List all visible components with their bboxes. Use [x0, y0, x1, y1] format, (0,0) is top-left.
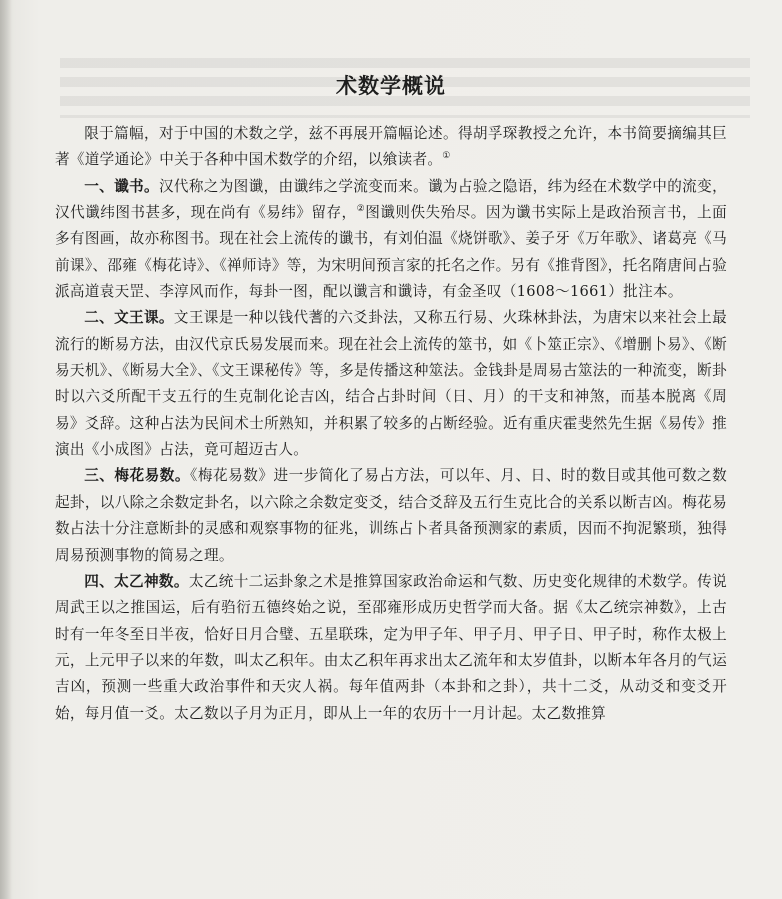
- section-paragraph: [55, 569, 727, 727]
- page-title: 术数学概说: [336, 74, 446, 98]
- section-text: 太乙统十二运卦象之术是推算国家政治命运和气数、历史变化规律的术数学。传说周武王以之推国运，后有驺衍五德终始之说，至邵雍形成历史哲学而大备。据《太乙统宗神数》，上古时有一年冬至日半夜，恰好日月合璧、五星联珠，定为甲子年、甲子月、甲子日、甲子时，称作太极上元，上元甲子以来的年数，叫太乙积年。由太乙积年再求出太乙流年和太岁值卦，以断本年各月的气运吉凶，预测一些重大政治事件和天灾人祸。每年值两卦（本卦和之卦），共十二爻，从动爻和变爻开始，每月值一爻。太乙数以子月为正月，即从上一年的农历十一月计起。太乙数推算: [55, 572, 727, 722]
- footnote-marker-2: ②: [356, 204, 366, 215]
- section-text: 文王课是一种以钱代蓍的六爻卦法，又称五行易、火珠林卦法，为唐宋以来社会上最流行的断易方法，由汉代京氏易发展而来。现在社会上流传的筮书，如《卜筮正宗》、《增删卜易》、《断易天机》、《断易大全》、《文王课秘传》等，多是传播这种筮法。金钱卦是周易古筮法的一种流变，断卦时以六爻所配干支五行的生克制化论吉凶，结合占卦时间（日、月）的干支和神煞，而基本脱离《周易》爻辞。这种占法为民间术士所熟知，并积累了较多的占断经验。近有重庆霍斐然先生据《易传》推演出《小成图》占法，竟可超迈古人。: [55, 309, 727, 459]
- footnote-marker-1: ①: [442, 151, 451, 162]
- section-text: 《梅花易数》进一步简化了易占方法，可以年、月、日、时的数目或其他可数之数起卦，以八除之余数定卦名，以六除之余数定变爻，结合爻辞及五行生克比合的关系以断吉凶。梅花易数占法十分注意断卦的灵感和观察事物的征兆，训练占卜者具备预测家的素质，因而不拘泥繁琐，独得周易预测事物的简易之理。: [55, 467, 727, 564]
- section-text: 图谶则佚失殆尽。因为谶书实际上是政治预言书，上面多有图画，故亦称图书。现在社会上流传的谶书，有刘伯温《烧饼歌》、姜子牙《万年歌》、诸葛亮《马前课》、邵雍《梅花诗》、《禅师诗》等，为宋明间预言家的托名之作。另有《推背图》，托名隋唐间占验派高道袁天罡、李淳风而作，每卦一图，配以谶言和谶诗，有金圣叹（1608～1661）批注本。: [55, 204, 727, 301]
- intro-text: 限于篇幅，对于中国的术数之学，兹不再展开篇幅论述。得胡孚琛教授之允许，本书简要摘编其巨著《道学通论》中关于各种中国术数学的介绍，以飨读者。: [55, 125, 727, 169]
- section-heading: 一、谶书。: [84, 177, 159, 195]
- section-text: 汉代称之为图谶，由谶纬之学流变而来。谶为占验之隐语，纬为经在术数学中的流变，汉代谶纬图书甚多，现在尚有《易纬》留存，: [55, 177, 727, 222]
- section-paragraph: [55, 463, 727, 568]
- section-heading: 三、梅花易数。: [84, 467, 191, 485]
- binding-shadow: [0, 0, 12, 899]
- section-heading: 四、太乙神数。: [84, 572, 189, 590]
- section-paragraph: [55, 174, 727, 306]
- section-paragraph: [55, 305, 727, 463]
- section-heading: 二、文王课。: [84, 309, 174, 327]
- article-body: [55, 121, 727, 727]
- intro-paragraph: [55, 121, 727, 174]
